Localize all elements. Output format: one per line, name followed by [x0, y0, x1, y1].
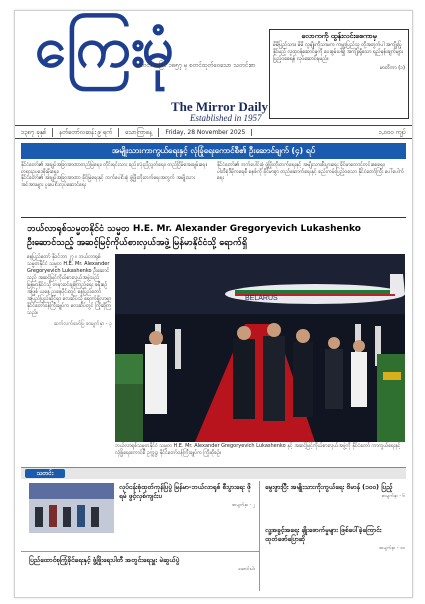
- brief-item[interactable]: [265, 483, 405, 501]
- brief-title[interactable]: မွေးဖွားပြီး အမျိုးသားကိုးကွယ်ရေး ဗိမာန် (၁၀၀) ပြည့်: [265, 483, 393, 491]
- policy-bullets-left: [21, 162, 209, 188]
- dateline-weekday: သောကြာနေ့: [119, 128, 159, 137]
- brief-thumbnail: [29, 483, 114, 533]
- policy-bullet: နိုင်ငံတော်၏ အချုပ်အခြာအာဏာတည်မြဲရေး၊ တိုင်းရင်းသား စည်းလုံးညီညွတ်ရေး၊ တည်ငြိမ်အေးချမ်းရေး၊ တရားဥပဒေစိုးမိုးရေး၊: [21, 162, 208, 175]
- brief-title[interactable]: ပြည်ထောင်စုကြံ့ခိုင်ရေးနှင့် ဖွံ့ဖြိုးရေးပါတီ အတွင်းရေးမှူး မဲဆွယ်ပွဲ: [29, 556, 180, 564]
- brief-thumbnail-illustration: [29, 483, 114, 533]
- brief-title[interactable]: လုပ်ငန်းစုံထုတ်ကုန်ပြပွဲ မြန်မာ-ဘယ်လာရုစ် စီးပွားရေး ဖိုရမ် ဖွင့်လှစ်ကျင်းပ: [119, 483, 251, 500]
- divider: [21, 217, 406, 218]
- brief-item[interactable]: [29, 556, 255, 574]
- dateline-year: ၁၃၈၇ ခုနှစ်: [15, 128, 53, 137]
- continued-link[interactable]: ဆက်လက်ဖော်ပြ ‌‌‌‌‌စာမျက်နှာ - ၃: [53, 321, 112, 327]
- dateline-date: Friday, 28 November 2025: [159, 129, 252, 136]
- policy-bullets-right: [217, 162, 405, 182]
- policy-bullet: နိုင်ငံတော်၏ ဘက်ပေါင်းစုံ ဖွံ့ဖြိုးတိုးတက်ရေးနှင့် အမျိုးသားစီးပွားရေး ခိုင်မာတောင့်တင်းစေရေး၊: [217, 162, 385, 168]
- paper-name: The Mirror Daily: [171, 99, 269, 114]
- newspaper-page: [14, 10, 413, 598]
- lead-article-body: [27, 254, 112, 464]
- divider: [21, 551, 259, 552]
- lead-headline-line1[interactable]: ဘယ်လာရုစ်သမ္မတနိုင်ငံ သမ္မတ H.E. Mr. Alexander Gregoryevich Lukashenko: [27, 224, 361, 234]
- brief-page-ref: စာမျက်နှာ - ၂: [232, 503, 255, 508]
- policy-banner: အမျိုးသားကာကွယ်ရေးနှင့် လုံခြုံရေးကောင်စီ၏ ဦးဆောင်ချက် (၄) ရပ်: [21, 143, 406, 159]
- tagline: သတင်း အမြင် ၁၈၅၇ မှ စတင်ထုတ်ဝေသော သတင်းစာ: [135, 62, 256, 69]
- brief-page-ref: ဆောင်းပါး: [238, 567, 255, 572]
- quote-box: [269, 29, 409, 119]
- established-date: Established in 1957: [190, 113, 262, 123]
- quote-body: မိမိပြည်သား၊ မိမိ လူမျိုးကိုသာမက ကမ္ဘာ့ပြည်သူ တို့အတွက်ပါ အကျိုးပြုနိုင်မည့် လူထုဝန်ဆောင်မှုကို ပေးစွမ်းပါ၍ အကျိုးရှိသော ရည်မှန်းချက်များ ပြည့်ဝစေရန် လုပ်ဆောင်ရမည်။: [273, 42, 403, 62]
- brief-page-ref: စာမျက်နှာ - ၁၀: [379, 546, 405, 551]
- brief-page-ref: စာမျက်နှာ - ၆: [381, 494, 405, 499]
- dateline: [15, 125, 412, 139]
- quote-source: မာတိကာ (၁): [379, 65, 405, 71]
- lead-photo-caption: ဘယ်လာရုစ်သမ္မတနိုင်ငံ သမ္မတ H.E. Mr. Alexander Gregoryevich Lukashenko နှင့် အဆင့်မြင့်ကိုယ်စားလှယ်အဖွဲ့ကို နိုင်ငံတော် ကာကွယ်ရေးနှင့် လုံခြုံရေးကောင်စီ ဥက္ကဋ္ဌ၊ နိုင်ငံတော်ဝန်ကြီးချုပ်က ကြိုဆိုစဉ်။: [115, 443, 401, 456]
- policy-bullet: ပါတီစုံဒီမိုကရေစီ စနစ်ကို ခိုင်မာစွာ တည်ဆောက်ရေးနှင့် စည်းကမ်းပြည့်ဝသော နိုင်ငံတော်ကြီး ပေါ်ပေါက်ရေး: [217, 168, 404, 181]
- quote-title: လောကကို ထွန်းလင်းစေကာမှ: [301, 32, 377, 40]
- greeters-right: [377, 354, 405, 442]
- policy-bullets: [21, 162, 406, 214]
- lead-photo: [115, 254, 405, 442]
- dateline-lunar: နတ်တော်လဆန်း ၉ ရက်: [53, 128, 119, 137]
- logo-text: ကြေးမုံ: [35, 14, 171, 80]
- lead-photo-illustration: [115, 254, 405, 442]
- news-section-bar: [21, 467, 406, 479]
- lead-body-text: နေပြည်တော် နိုဝင်ဘာ ၂၇ ။ ဘယ်လာရုစ် သမ္မတနိုင်ငံ သမ္မတ H.E. Mr. Alexander Gregoryevich Lukashenko ဦးဆောင်သည့် အဆင့်မြင့်ကိုယ်စားလှယ်အဖွဲ့သည် မြန်မာနိုင်ငံသို့ တရားဝင်ချစ်ကြည်ရေး ခရီးစဉ်အဖြစ် ယနေ့ ညနေပိုင်းတွင် နေပြည်တော် အပြည်ပြည်ဆိုင်ရာ လေဆိပ်သို့ ရောက်ရှိလာရာ နိုင်ငံတော်ဝန်ကြီးချုပ်က လေဆိပ်တွင် ကြိုဆိုကြသည်။: [27, 254, 112, 316]
- brief-title[interactable]: လူ့အခွင့်အရေး ချိုးဖောက်မှုများ ဖြစ်ပေါ်ခဲ့ကြောင်း ထုတ်ဖော်ပြောဆို: [265, 526, 382, 543]
- policy-bullet: နိုင်ငံတော်၏ အချုပ်အခြာအာဏာ ခိုင်မြဲရေးနှင့် ဘက်ပေါင်းစုံ ဖွံ့ဖြိုးတိုးတက်ရေးအတွက် အမျိုးသားအင်အားများ ပူးပေါင်းလုပ်ဆောင်ရေး: [21, 175, 195, 188]
- dateline-price: ၁,၀၀၀ ကျပ်: [378, 128, 406, 136]
- greeters-left: [115, 354, 143, 442]
- airplane-label: BELARUS: [245, 295, 278, 302]
- column-divider: [259, 481, 260, 591]
- brief-item[interactable]: [119, 483, 255, 510]
- lead-headline-line2[interactable]: ဦးဆောင်သည့် အဆင့်မြင့်ကိုယ်စားလှယ်အဖွဲ့ မြန်မာနိုင်ငံသို့ ရောက်ရှိ: [27, 238, 247, 248]
- brief-item[interactable]: [265, 526, 405, 553]
- section-label[interactable]: သတင်း: [25, 469, 65, 478]
